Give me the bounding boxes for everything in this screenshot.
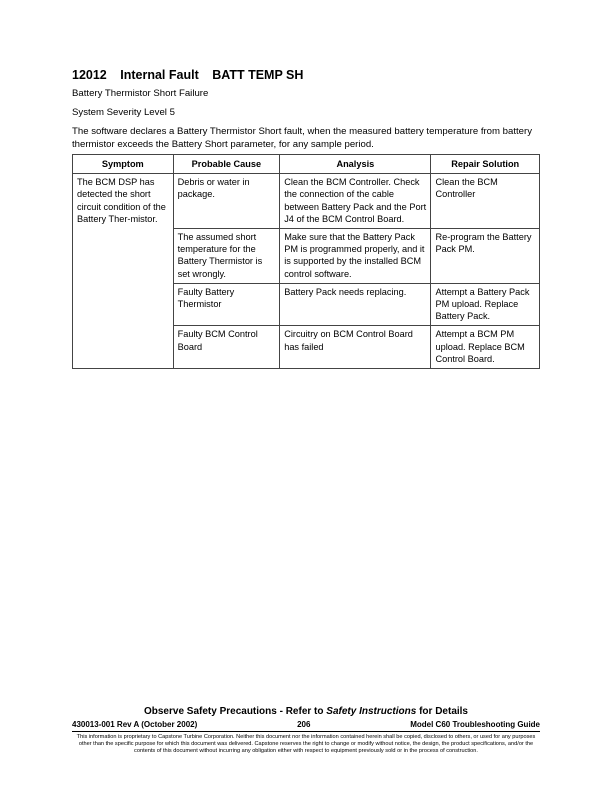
cause-cell: Debris or water in package. xyxy=(173,174,280,229)
header-analysis: Analysis xyxy=(280,155,431,174)
analysis-cell: Battery Pack needs replacing. xyxy=(280,283,431,326)
solution-cell: Attempt a BCM PM upload. Replace BCM Control Board. xyxy=(431,326,540,369)
page-content xyxy=(72,68,540,369)
cause-cell: Faulty BCM Control Board xyxy=(173,326,280,369)
analysis-cell: Circuitry on BCM Control Board has failed xyxy=(280,326,431,369)
safety-notice xyxy=(72,706,540,717)
fault-type: Internal Fault xyxy=(120,68,199,82)
analysis-cell: Make sure that the Battery Pack PM is programmed properly, and it is supported by the installed BCM control software. xyxy=(280,229,431,284)
safety-prefix: Observe Safety Precautions - Refer to xyxy=(143,706,324,717)
header-symptom: Symptom xyxy=(73,155,174,174)
fault-description: The software declares a Battery Thermistor Short fault, when the measured battery temperature from battery thermistor exceeds the Battery Short parameter, for any sample period. xyxy=(72,126,532,150)
page-number: 206 xyxy=(297,720,311,729)
guide-title: Model C60 Troubleshooting Guide xyxy=(410,720,540,729)
header-probable-cause: Probable Cause xyxy=(173,155,280,174)
troubleshooting-table xyxy=(72,154,540,369)
cause-cell: Faulty Battery Thermistor xyxy=(173,283,280,326)
solution-cell: Attempt a Battery Pack PM upload. Replace Battery Pack. xyxy=(431,283,540,326)
table-header-row xyxy=(73,155,540,174)
fault-heading xyxy=(72,68,540,82)
solution-cell: Clean the BCM Controller xyxy=(431,174,540,229)
footer-divider xyxy=(72,731,540,732)
table-row xyxy=(73,174,540,229)
cause-cell: The assumed short temperature for the Battery Thermistor is set wrongly. xyxy=(173,229,280,284)
safety-suffix: for Details xyxy=(419,706,468,717)
fault-subtitle: Battery Thermistor Short Failure xyxy=(72,88,209,99)
legal-notice: This information is proprietary to Capstone Turbine Corporation. Neither this document nor the information contained herein shall be copied, disclosed to others, or used for any purposes other than the specific purpose for which this document was delivered. Capstone reserves the right to change or modify without notice, the design, the product specifications, and/or the contents of this document without incurring any obligation either with respect to equipment previously sold or in the process of construction. xyxy=(76,734,536,754)
header-repair-solution: Repair Solution xyxy=(431,155,540,174)
analysis-cell: Clean the BCM Controller. Check the connection of the cable between Battery Pack and the Port J4 of the BCM Control Board. xyxy=(280,174,431,229)
fault-code: 12012 xyxy=(72,68,107,82)
fault-name: BATT TEMP SH xyxy=(212,68,304,82)
severity-level: System Severity Level 5 xyxy=(72,107,175,118)
symptom-cell: The BCM DSP has detected the short circuit condition of the Battery Ther-mistor. xyxy=(73,174,174,369)
safety-instructions-ref: Safety Instructions xyxy=(326,706,417,717)
doc-number: 430013-001 Rev A (October 2002) xyxy=(72,720,198,729)
solution-cell: Re-program the Battery Pack PM. xyxy=(431,229,540,284)
footer-bar xyxy=(72,720,540,729)
